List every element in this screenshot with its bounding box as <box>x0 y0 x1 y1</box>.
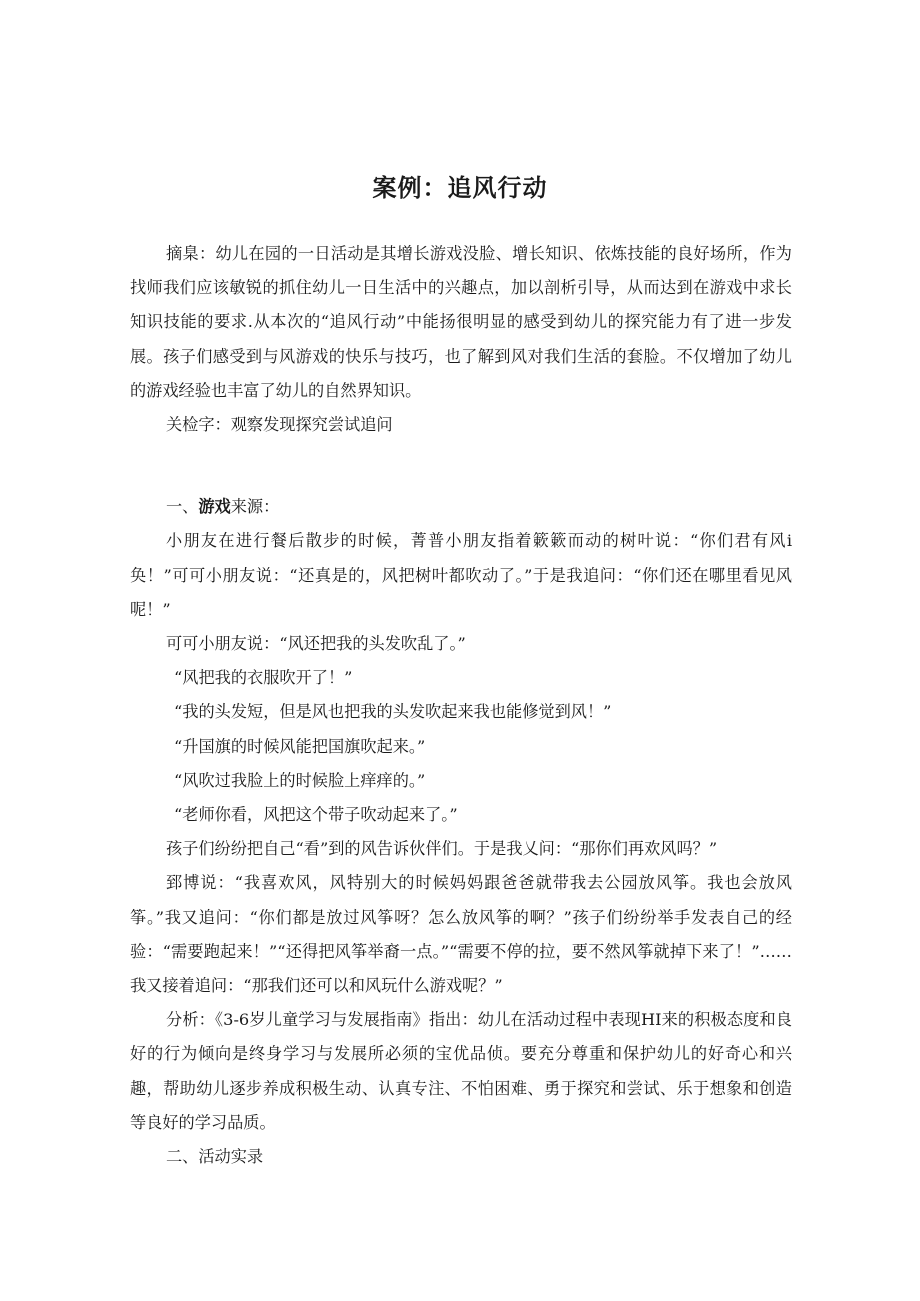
section-2-heading: 二、活动实录 <box>166 1147 264 1167</box>
quote-line: “升国旗的时候风能把国旗吹起来。” <box>174 736 426 756</box>
section-1-suffix: 来源： <box>230 497 280 517</box>
paragraph: 孩子们纷纷把自己“看”到的风告诉伙伴们。于是我乂问：“那你们再欢风吗？” <box>166 839 718 859</box>
document-body <box>130 237 792 1174</box>
paragraph: 郅博说：“我喜欢风，风特别大的时候妈妈跟爸爸就带我去公园放风筝。我也会放风筝。”我又追问：“你们都是放过风筝呀？怎么放风筝的啊？”孩子们纷纷举手发表自己的经验：“需要跑起来！”“还得把风筝举裔一点。”“需要不停的拉，要不然风筝就掉下来了！”……我又接着追问：“那我们还可以和风玩什么游戏呢？” <box>130 873 792 996</box>
analysis-paragraph: 分析：《3-6岁儿童学习与发展指南》指出：幼儿在活动过程中表现HI来的积极态度和良好的行为倾向是终身学习与发展所必须的宝优品侦。要充分尊重和保护幼儿的好奇心和兴趣，帮助幼儿逐步养成积极生动、认真专注、不怕困难、勇于探究和尝试、乐于想象和创造等良好的学习品质。 <box>130 1010 792 1132</box>
document-title: 案例：追风行动 <box>372 174 548 202</box>
abstract-paragraph: 摘臬：幼儿在园的一日活动是其增长游戏没脸、增长知识、依炼技能的良好场所，作为找师我们应该敏锐的抓住幼儿一日生活中的兴趣点，加以剖析引导，从而达到在游戏中求长知识技能的要求.从本次的“追风行动”中能扬很明显的感受到幼儿的探究能力有了进一步发展。孩子们感受到与风游戏的快乐与技巧，也了解到风对我们生活的套脸。不仅增加了幼儿的游戏经验也丰富了幼儿的自然界知识。 <box>130 244 792 400</box>
paragraph: 小朋友在进行餐后散步的时候，菁普小朋友指着簌簌而动的树叶说：“你们君有风i奂！”可可小朋友说：“还真是的，风把树叶都吹动了。”于是我追问：“你们还在哪里看见风呢！” <box>130 531 792 619</box>
section-1-bold: 游戏 <box>198 497 231 517</box>
quote-line: “我的头发短，但是风也把我的头发吹起来我也能修觉到风！” <box>174 702 612 722</box>
section-1-prefix: 一、 <box>166 497 199 517</box>
quote-line: “风把我的衣服吹开了！” <box>174 668 353 688</box>
paragraph: 可可小朋友说：“风还把我的头发吹乱了。” <box>166 634 466 654</box>
quote-line: “风吹过我脸上的时候脸上痒痒的。” <box>174 770 426 790</box>
keywords-line: 关检字：观察发现探究尝试追问 <box>166 415 393 435</box>
section-1-heading <box>130 490 792 524</box>
section-spacer <box>130 442 792 490</box>
quote-line: “老师你看，风把这个带子吹动起来了。” <box>174 805 458 825</box>
